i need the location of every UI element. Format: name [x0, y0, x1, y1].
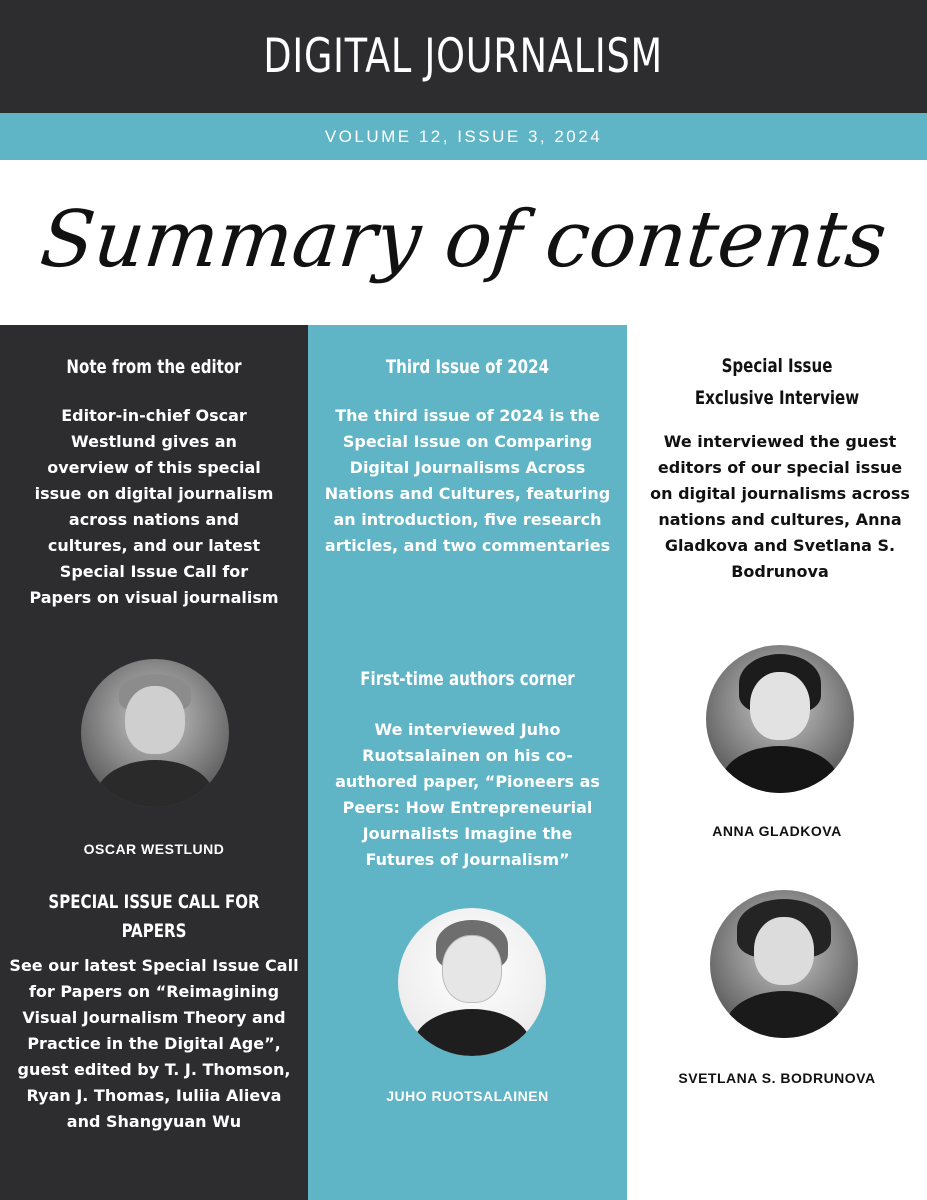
photo-shoulders [721, 746, 839, 793]
juho-ruotsalainen-photo [398, 908, 546, 1056]
oscar-westlund-photo [81, 659, 229, 807]
exclusive-interview-heading: Exclusive Interview [694, 387, 860, 409]
juho-ruotsalainen-caption: JUHO RUOTSALAINEN [386, 1088, 549, 1104]
svetlana-bodrunova-caption: SVETLANA S. BODRUNOVA [678, 1070, 876, 1086]
svetlana-bodrunova-photo [710, 890, 858, 1038]
journal-title: DIGITAL JOURNALISM [263, 29, 664, 84]
anna-gladkova-caption: ANNA GLADKOVA [712, 823, 842, 839]
interview-text: We interviewed the guest editors of our special issue on digital journalisms across nations and cultures, Anna Gladkova and Svetlana S. Bodrunova [650, 432, 910, 581]
summary-title: Summary of contents [36, 195, 891, 285]
photo-face [442, 935, 501, 1003]
third-issue-text: The third issue of 2024 is the Special Issue on Comparing Digital Journalisms Across Nations and Cultures, featuring an introduction, five research articles, and two commentaries [324, 406, 611, 555]
cfp-text: See our latest Special Issue Call for Papers on “Reimagining Visual Journalism Theory and Practice in the Digital Age”, guest edited by T. J. Thomson, Ryan J. Thomas, Iuliia Alieva and Shangyuan Wu [9, 956, 299, 1131]
photo-face [754, 917, 813, 985]
editor-note-text: Editor-in-chief Oscar Westlund gives an overview of this special issue on digital journalism across nations and cultures, and our latest Special Issue Call for Papers on visual journalism [29, 406, 279, 607]
volume-issue-bar: VOLUME 12, ISSUE 3, 2024 [0, 113, 927, 160]
first-time-authors-text: We interviewed Juho Ruotsalainen on his co-authored paper, “Pioneers as Peers: How Entrepreneurial Journalists Imagine the Futures of Journalism” [335, 720, 600, 869]
cfp-heading: SPECIAL ISSUE CALL FOR PAPERS [48, 891, 260, 942]
anna-gladkova-photo [706, 645, 854, 793]
photo-face [750, 672, 809, 740]
oscar-westlund-caption: OSCAR WESTLUND [83, 841, 225, 857]
special-issue-heading: Special Issue [721, 355, 833, 377]
photo-shoulders [413, 1009, 531, 1056]
photo-face [125, 686, 184, 754]
right-column [627, 325, 927, 1200]
third-issue-heading: Third Issue of 2024 [385, 356, 550, 378]
masthead [0, 0, 927, 113]
middle-column [308, 325, 627, 1200]
editor-note-heading: Note from the editor [66, 356, 242, 378]
photo-shoulders [96, 760, 214, 807]
left-column [0, 325, 308, 1200]
first-time-authors-heading: First-time authors corner [360, 668, 575, 690]
photo-shoulders [725, 991, 843, 1038]
